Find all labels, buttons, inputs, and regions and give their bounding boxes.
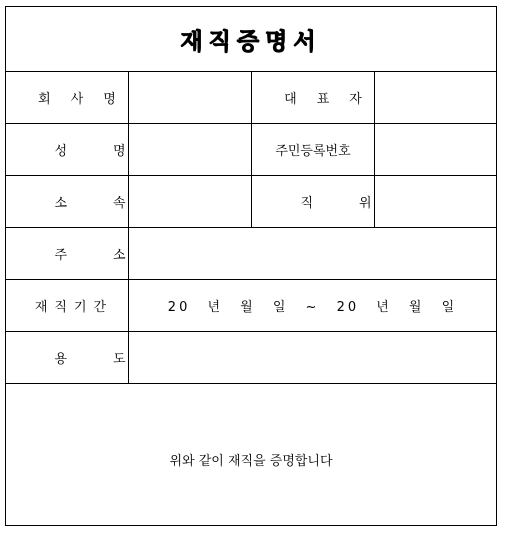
field-employment-period[interactable]: 20 년 월 일 ~ 20 년 월 일	[167, 299, 458, 315]
label-department: 소속	[54, 195, 172, 211]
label-purpose: 용도	[54, 351, 172, 367]
field-department[interactable]	[129, 175, 251, 227]
field-company-name[interactable]	[129, 71, 251, 123]
field-representative[interactable]	[375, 71, 496, 123]
field-name[interactable]	[129, 123, 251, 175]
label-position: 직위	[300, 195, 418, 211]
label-representative: 대표자	[284, 91, 382, 107]
field-resident-number[interactable]	[375, 123, 496, 175]
label-company-name: 회사명	[38, 91, 136, 107]
label-employment-period: 재직기간	[34, 299, 114, 315]
document-title: 재직증명서	[180, 28, 322, 55]
label-address: 주소	[54, 247, 172, 263]
certification-statement: 위와 같이 재직을 증명합니다	[169, 453, 333, 469]
label-name: 성명	[54, 143, 172, 159]
field-purpose[interactable]	[129, 331, 496, 383]
field-position[interactable]	[375, 175, 496, 227]
label-resident-number: 주민등록번호	[275, 143, 351, 159]
field-address[interactable]	[129, 227, 496, 279]
certificate-form	[5, 6, 497, 526]
